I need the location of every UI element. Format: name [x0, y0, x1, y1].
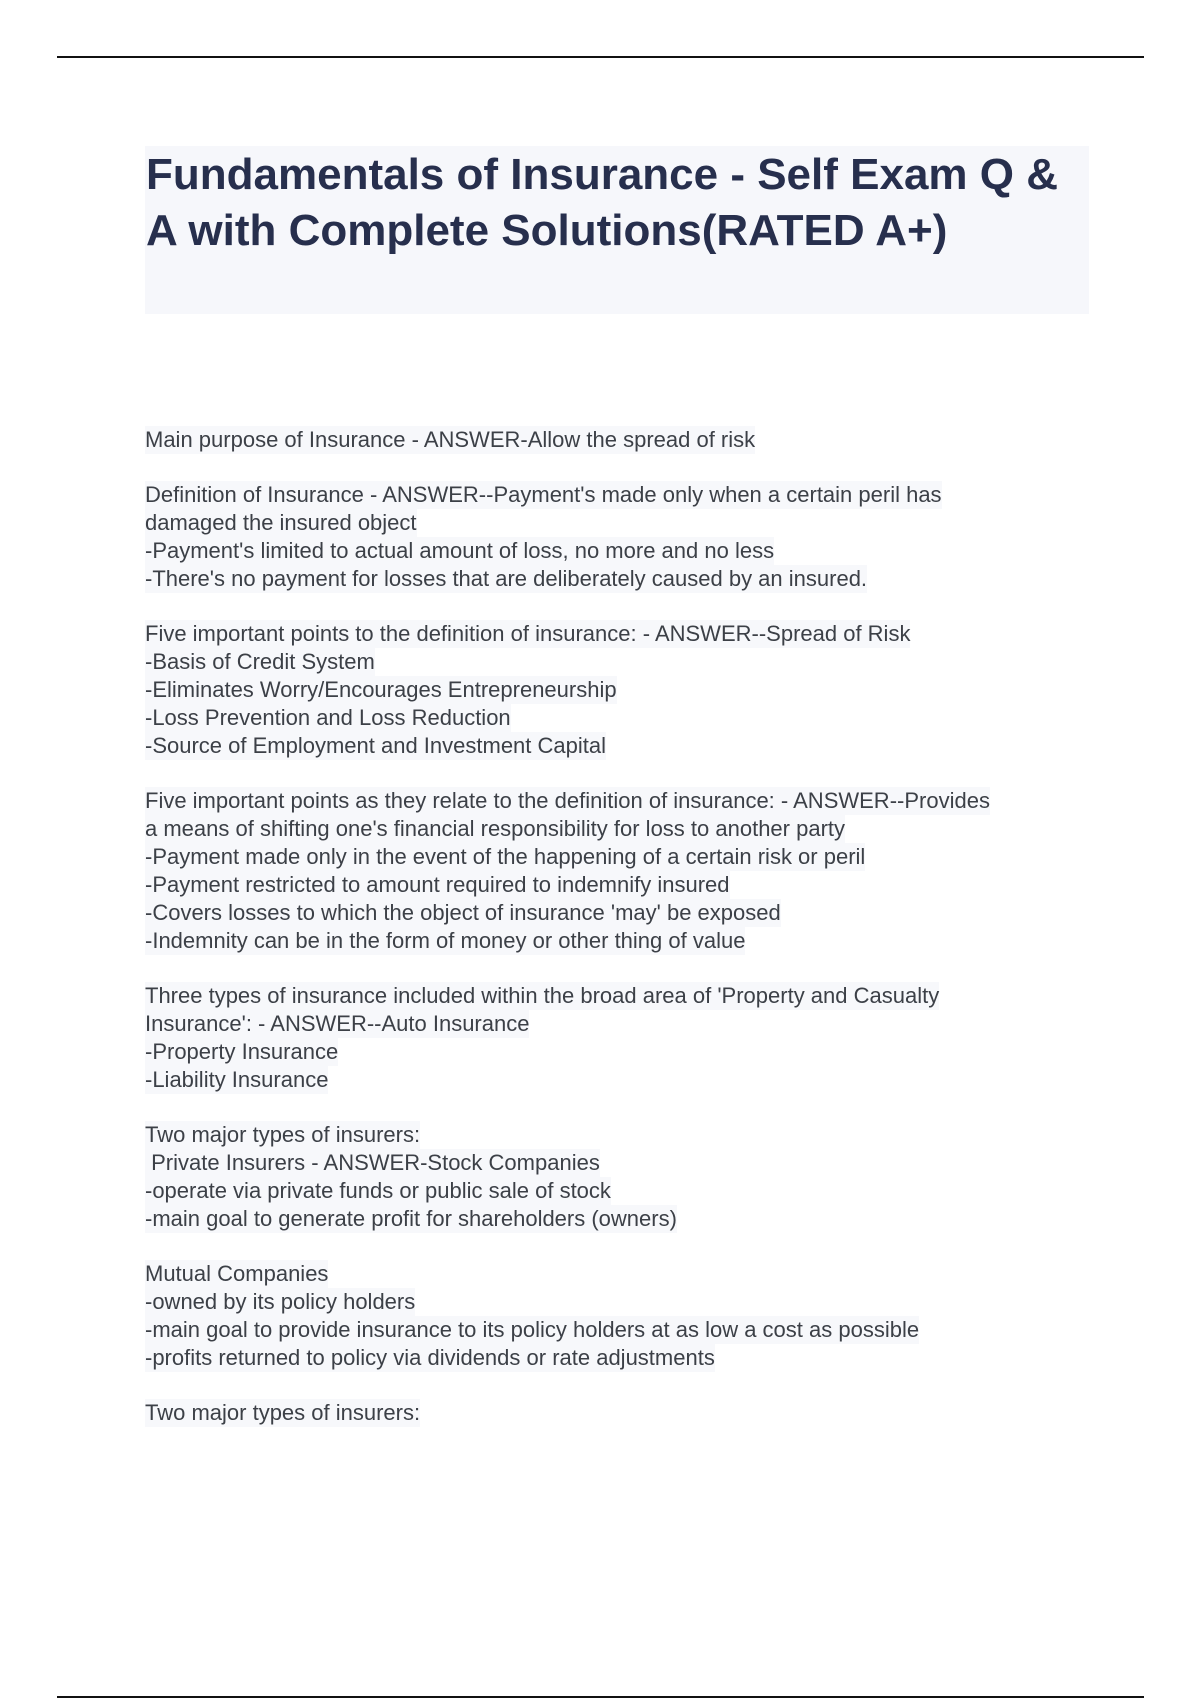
qa-line: Private Insurers - ANSWER-Stock Companies [145, 1150, 600, 1175]
qa-content [145, 426, 1089, 1454]
page-title: Fundamentals of Insurance - Self Exam Q & A with Complete Solutions(RATED A+) [146, 150, 1058, 255]
qa-line: Insurance': - ANSWER--Auto Insurance [145, 1011, 530, 1036]
qa-line: -owned by its policy holders [145, 1289, 416, 1314]
qa-line: -Source of Employment and Investment Capital [145, 733, 607, 758]
qa-line: damaged the insured object [145, 510, 417, 535]
qa-line: a means of shifting one's financial responsibility for loss to another party [145, 816, 846, 841]
qa-line: Main purpose of Insurance - ANSWER-Allow the spread of risk [145, 427, 756, 452]
qa-entry [145, 426, 1089, 454]
qa-line: Five important points as they relate to the definition of insurance: - ANSWER--Provides [145, 788, 990, 813]
qa-line: -Eliminates Worry/Encourages Entrepreneurship [145, 677, 617, 702]
title-block [145, 146, 1089, 314]
qa-line: -Indemnity can be in the form of money or other thing of value [145, 928, 746, 953]
qa-line: -profits returned to policy via dividends or rate adjustments [145, 1345, 715, 1370]
bottom-divider [57, 1696, 1144, 1698]
qa-line: -main goal to generate profit for shareholders (owners) [145, 1206, 677, 1231]
qa-line: -Property Insurance [145, 1039, 339, 1064]
qa-line: Mutual Companies [145, 1261, 329, 1286]
qa-line: Five important points to the definition of insurance: - ANSWER--Spread of Risk [145, 621, 911, 646]
qa-line: -Basis of Credit System [145, 649, 375, 674]
qa-line: Definition of Insurance - ANSWER--Payment's made only when a certain peril has [145, 482, 942, 507]
qa-entry [145, 1399, 1089, 1427]
qa-line: -Payment restricted to amount required to indemnify insured [145, 872, 730, 897]
qa-line: Two major types of insurers: [145, 1122, 421, 1147]
qa-line: -operate via private funds or public sale of stock [145, 1178, 611, 1203]
qa-line: -Loss Prevention and Loss Reduction [145, 705, 511, 730]
qa-line: -Payment's limited to actual amount of loss, no more and no less [145, 538, 775, 563]
qa-line: Two major types of insurers: [145, 1400, 421, 1425]
qa-entry [145, 481, 1089, 593]
qa-entry [145, 1121, 1089, 1233]
qa-entry [145, 1260, 1089, 1372]
top-divider [57, 56, 1144, 58]
qa-entry [145, 620, 1089, 760]
qa-line: -main goal to provide insurance to its policy holders at as low a cost as possible [145, 1317, 920, 1342]
qa-line: Three types of insurance included within the broad area of 'Property and Casualty [145, 983, 940, 1008]
qa-entry [145, 982, 1089, 1094]
qa-line: -There's no payment for losses that are deliberately caused by an insured. [145, 566, 868, 591]
qa-line: -Payment made only in the event of the happening of a certain risk or peril [145, 844, 866, 869]
qa-entry [145, 787, 1089, 955]
qa-line: -Covers losses to which the object of insurance 'may' be exposed [145, 900, 781, 925]
qa-line: -Liability Insurance [145, 1067, 329, 1092]
